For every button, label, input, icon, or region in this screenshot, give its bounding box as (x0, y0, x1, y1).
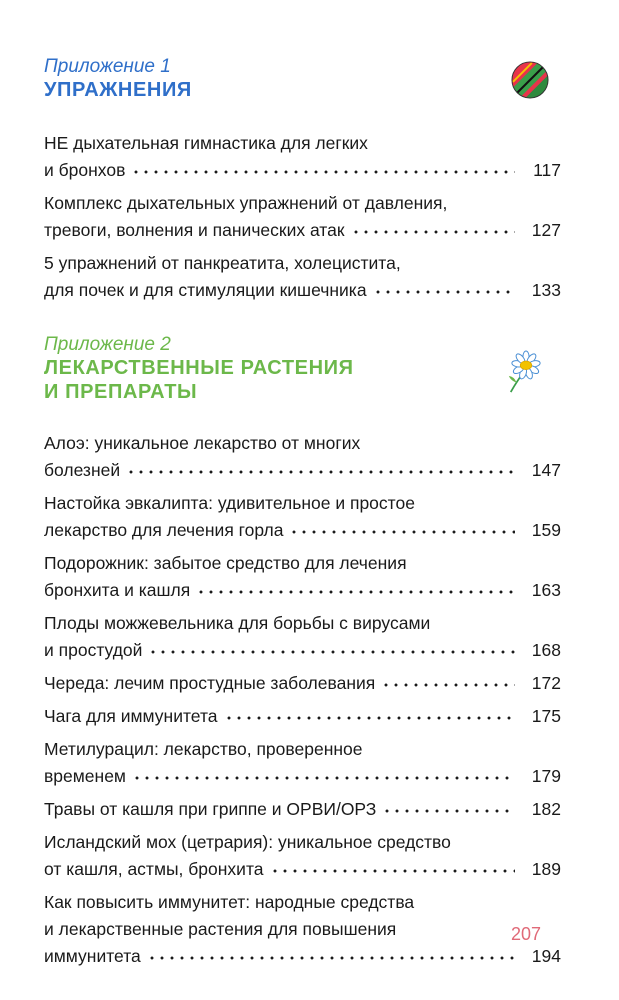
appendix-1-label: Приложение 1 (44, 56, 171, 77)
toc-entry-line: болезней (44, 460, 121, 480)
toc-entry-line: Плоды можжевельника для борьбы с вирусами (44, 613, 431, 633)
toc-entry-page: 182 (531, 799, 561, 819)
dot-leader (373, 289, 515, 295)
toc-entry-line: Как повысить иммунитет: народные средства (44, 892, 415, 912)
toc-entry[interactable] (44, 889, 561, 970)
dot-leader (224, 715, 516, 721)
appendix-1-title: УПРАЖНЕНИЯ (44, 79, 192, 101)
toc-entry[interactable] (44, 250, 561, 304)
dot-leader (381, 682, 515, 688)
toc-entry[interactable] (44, 703, 561, 730)
dot-leader (351, 229, 515, 235)
toc-entry-page: 117 (533, 160, 561, 180)
toc-entry-line: Алоэ: уникальное лекарство от многих (44, 433, 361, 453)
toc-entry[interactable] (44, 796, 561, 823)
dot-leader (270, 868, 515, 874)
toc-entry[interactable] (44, 610, 561, 664)
toc-entry-page: 133 (531, 280, 561, 300)
toc-entry-line: временем (44, 766, 126, 786)
toc-entry[interactable] (44, 190, 561, 244)
toc-entry-line: Травы от кашля при гриппе и ОРВИ/ОРЗ (44, 799, 377, 819)
toc-entry-page: 168 (531, 640, 561, 660)
toc-entry[interactable] (44, 736, 561, 790)
toc-entry-page: 163 (531, 580, 561, 600)
toc-entry-page: 127 (531, 220, 561, 240)
toc-entry-line: тревоги, волнения и панических атак (44, 220, 345, 240)
toc-page (44, 56, 561, 976)
toc-entry-line: Подорожник: забытое средство для лечения (44, 553, 407, 573)
toc-entry-line: Череда: лечим простудные заболевания (44, 673, 376, 693)
page-number: 207 (510, 924, 541, 944)
dot-leader (132, 775, 515, 781)
toc-entry-line: Настойка эвкалипта: удивительное и простое (44, 493, 415, 513)
toc-entry-line: Чага для иммунитета (44, 706, 218, 726)
toc-entry-line: иммунитета (44, 946, 141, 966)
toc-entry-page: 172 (531, 673, 561, 693)
dot-leader (148, 649, 515, 655)
toc-entry[interactable] (44, 550, 561, 604)
toc-entry[interactable] (44, 430, 561, 484)
appendix-2-title-line: И ПРЕПАРАТЫ (44, 381, 198, 403)
toc-entry-page: 175 (531, 706, 561, 726)
toc-entry[interactable] (44, 130, 561, 184)
toc-entry[interactable] (44, 670, 561, 697)
appendix-2-title-line: ЛЕКАРСТВЕННЫЕ РАСТЕНИЯ (44, 357, 354, 379)
dot-leader (382, 808, 515, 814)
toc-entry-page: 147 (531, 460, 561, 480)
ball-icon (511, 61, 549, 99)
toc-entry-line: Комплекс дыхательных упражнений от давления, (44, 193, 448, 213)
toc-entry-line: и лекарственные растения для повышения (44, 919, 397, 939)
toc-entry[interactable] (44, 490, 561, 544)
toc-entry-page: 189 (531, 859, 561, 879)
dot-leader (147, 955, 515, 961)
toc-entry-line: от кашля, астмы, бронхита (44, 859, 264, 879)
dot-leader (126, 469, 515, 475)
toc-entry-line: и бронхов (44, 160, 126, 180)
toc-entry-line: Метилурацил: лекарство, проверенное (44, 739, 363, 759)
toc-entry-page: 194 (531, 946, 561, 966)
toc-entry-line: 5 упражнений от панкреатита, холецистита, (44, 253, 401, 273)
appendix-2-label: Приложение 2 (44, 334, 171, 355)
toc-entry-line: НЕ дыхательная гимнастика для легких (44, 133, 368, 153)
toc-entry-line: Исландский мох (цетрария): уникальное средство (44, 832, 451, 852)
toc-entry-page: 159 (531, 520, 561, 540)
toc-entry-line: и простудой (44, 640, 143, 660)
chamomile-icon (505, 350, 547, 394)
toc-entry[interactable] (44, 829, 561, 883)
toc-entry-line: лекарство для лечения горла (44, 520, 284, 540)
appendix-2-section (44, 334, 561, 970)
dot-leader (289, 529, 515, 535)
toc-entry-page: 179 (531, 766, 561, 786)
dot-leader (131, 169, 515, 175)
appendix-1-section (44, 56, 561, 304)
toc-entry-line: бронхита и кашля (44, 580, 191, 600)
toc-entry-line: для почек и для стимуляции кишечника (44, 280, 367, 300)
dot-leader (196, 589, 515, 595)
